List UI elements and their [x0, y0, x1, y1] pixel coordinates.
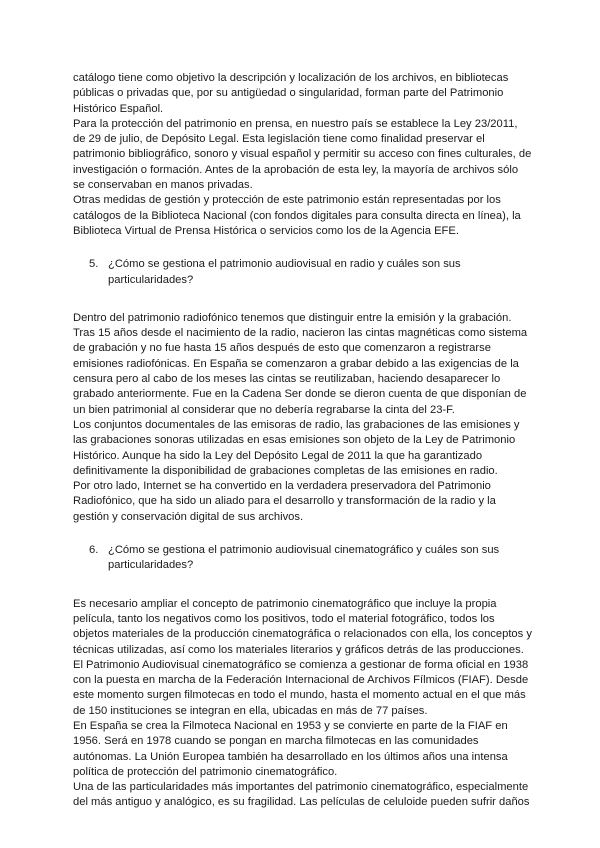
text-line: Otras medidas de gestión y protección de este patrimonio están representadas por los [73, 194, 501, 207]
paragraph-archives-and-press [73, 71, 532, 239]
text-line: Tras 15 años desde el nacimiento de la radio, nacieron las cintas magnéticas como sistema [73, 327, 528, 340]
text-line: Histórico. Aunque ha sido la Ley del Depósito Legal de 2011 la que ha garantizado [73, 449, 483, 462]
text-line: de 150 instituciones se integran en ella, ubicadas en más de 77 países. [73, 704, 428, 717]
text-line: de 29 de julio, de Depósito Legal. Esta legislación tiene como finalidad preservar el [73, 133, 485, 146]
text-line: Radiofónico, que ha sido un aliado para el desarrollo y transformación de la radio y la [73, 495, 496, 508]
text-line: catálogo tiene como objetivo la descripción y localización de los archivos, en bibliotecas [73, 72, 509, 84]
text-line: grabado anteriormente. Fue en la Cadena Ser donde se dieron cuenta de que disponían de [73, 388, 527, 401]
text-line: con la puesta en marcha de la Federación Internacional de Archivos Fílmicos (FIAF). Desde [73, 674, 529, 687]
text-line: definitivamente la disponibilidad de grabaciones completas de las emisiones en radio. [73, 464, 498, 477]
text-line: política de protección del patrimonio cinematográfico. [73, 765, 338, 778]
text-line: censura pero al cabo de los meses las cintas se reutilizaban, haciendo desaparecer lo [73, 373, 501, 386]
question-text: particularidades? [108, 559, 194, 572]
question-5 [73, 257, 528, 288]
text-line: gestión y conservación digital de sus archivos. [73, 510, 304, 523]
text-line: autónomas. La Unión Europea también ha desarrollado en los últimos años una intensa [73, 750, 508, 763]
text-line: patrimonio bibliográfico, sonoro y visual español y permitir su acceso con fines culturales, de [73, 148, 532, 161]
question-text: ¿Cómo se gestiona el patrimonio audiovisual en radio y cuáles son sus [108, 258, 461, 271]
question-text: ¿Cómo se gestiona el patrimonio audiovisual cinematográfico y cuáles son sus [108, 544, 500, 557]
text-line: Es necesario ampliar el concepto de patrimonio cinematográfico que incluye la propia [73, 597, 497, 610]
text-line: Histórico Español. [73, 102, 164, 115]
text-line: las grabaciones sonoras utilizadas en esas emisiones son objeto de la Ley de Patrimonio [73, 434, 516, 447]
text-line: se conservaban en manos privadas. [73, 179, 253, 192]
document-body [73, 71, 532, 811]
text-line: El Patrimonio Audiovisual cinematográfico se comienza a gestionar de forma oficial en 1938 [73, 658, 529, 671]
text-line: un bien patrimonial al considerar que no debería regrabarse la cinta del 23-F. [73, 403, 455, 416]
text-line: catálogos de la Biblioteca Nacional (con fondos digitales para consulta directa en línea), la [73, 209, 521, 222]
text-line: del más antiguo y analógico, es su fragilidad. Las películas de celuloide pueden sufrir daños [73, 796, 530, 809]
paragraph-film-heritage [73, 597, 532, 811]
text-line: película, tanto los negativos como los positivos, todo el material fotográfico, todos los [73, 612, 495, 625]
question-number: 5. [89, 258, 99, 271]
text-line: este momento surgen filmotecas en todo el mundo, hasta el momento actual en el que más [73, 689, 526, 702]
question-6 [73, 543, 528, 574]
question-text: particularidades? [108, 273, 194, 286]
text-line: Los conjuntos documentales de las emisoras de radio, las grabaciones de las emisiones y [73, 418, 520, 431]
text-line: Dentro del patrimonio radiofónico tenemos que distinguir entre la emisión y la grabación. [73, 311, 512, 324]
text-line: En España se crea la Filmoteca Nacional en 1953 y se convierte en parte de la FIAF en [73, 719, 508, 732]
text-line: objetos materiales de la producción cinematográfica o relacionados con ella, los conceptos y [73, 628, 532, 641]
text-line: Biblioteca Virtual de Prensa Histórica o servicios como los de la Agencia EFE. [73, 224, 459, 237]
text-line: Una de las particularidades más importantes del patrimonio cinematográfico, especialmente [73, 781, 529, 794]
text-line: técnicas utilizadas, así como los materiales literarios y gráficos detrás de las producciones. [73, 643, 524, 656]
text-line: emisiones radiofónicas. En España se comenzaron a grabar debido a las exigencias de la [73, 357, 519, 370]
text-line: Para la protección del patrimonio en prensa, en nuestro país se establece la Ley 23/2011, [73, 117, 518, 130]
text-line: 1956. Será en 1978 cuando se pongan en marcha filmotecas en las comunidades [73, 735, 479, 748]
paragraph-radio-heritage [73, 311, 528, 525]
text-line: de grabación y no fue hasta 15 años después de esto que comenzaron a registrarse [73, 342, 491, 355]
text-line: investigación o formación. Antes de la aprobación de esta ley, la mayoría de archivos sólo [73, 163, 519, 176]
text-line: Por otro lado, Internet se ha convertido en la verdadera preservadora del Patrimonio [73, 480, 491, 493]
text-line: públicas o privadas que, por su antigüedad o singularidad, forman parte del Patrimonio [73, 87, 504, 100]
question-number: 6. [89, 544, 99, 557]
